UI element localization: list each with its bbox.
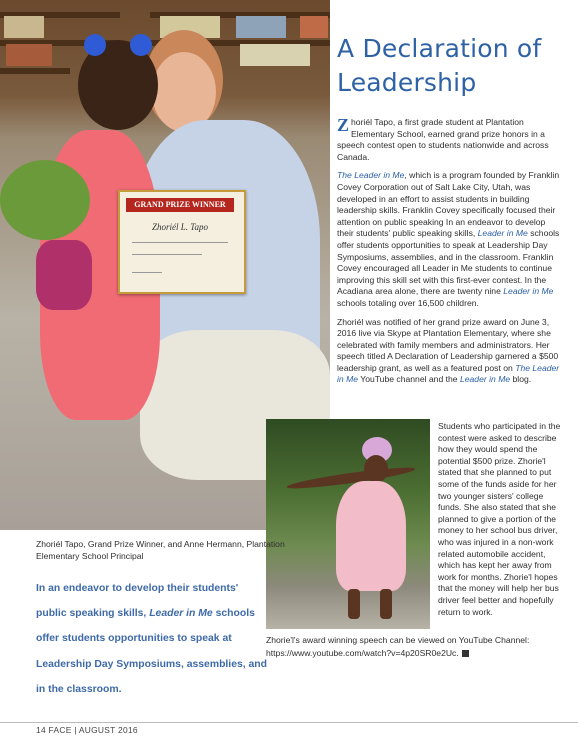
books [236, 16, 286, 38]
end-mark-icon [462, 650, 469, 657]
photo-caption: Zhoriél Tapo, Grand Prize Winner, and Anne Hermann, Plantation Elementary School Principal [36, 539, 285, 561]
girl-leg [348, 589, 360, 619]
pink-dress [336, 481, 406, 591]
vase [36, 240, 92, 310]
prize-plans-paragraph: Students who participated in the contest were asked to describe how they would spend the potential $500 prize. Zhorie'l stated that she planned to put some of the funds aside for her two younger sisters' college funds. She also stated that she planned to give a portion of the money to her school bus driver, who was injured in a non-work related automobile accident, which has kept her away from work for months. Zhorie'l hopes that the money will help her bus driver feel better and hopefully return to work. [438, 421, 561, 617]
flower-bouquet [0, 160, 90, 240]
books [300, 16, 328, 38]
hair-bow [84, 34, 106, 56]
books [240, 44, 310, 66]
certificate-line [132, 242, 228, 243]
books [6, 44, 52, 66]
youtube-note [266, 634, 566, 659]
youtube-link[interactable]: Zhorie'l's award winning speech can be viewed on YouTube Channel: https://www.youtube.com/watch?v=4p20SR0e2Uc. [266, 635, 530, 658]
certificate-line [132, 254, 202, 255]
certificate [118, 190, 246, 294]
girl-leg [380, 589, 392, 619]
pull-quote: In an endeavor to develop their students' public speaking skills, Leader in Me schools offer students opportunities to speak at Leadership Day Symposiums, assemblies, and in the classroom. [36, 583, 267, 695]
drop-cap: Z [337, 115, 350, 135]
article-body [337, 117, 563, 393]
award-paragraph: Zhoriél was notified of her grand prize award on June 3, 2016 live via Skype at Plantation Elementary, where she celebrated with family members and administrators. Her speech titled A Declaration of Leadership garnered a $500 leadership grant, as well as a featured post on The Leader in Me YouTube channel and the Leader in Me blog. [337, 316, 560, 385]
girl-dancing-photo [266, 419, 430, 629]
books [4, 16, 44, 38]
intro-paragraph: Zhoriél Tapo, a first grade student at Plantation Elementary School, earned grand prize honors in a speech contest open to students nationwide and across Canada. [337, 115, 549, 162]
footer-rule [0, 722, 578, 723]
certificate-signature [132, 272, 162, 273]
certificate-name: Zhoriél L. Tapo [152, 222, 208, 232]
page-footer: 14 FACE | AUGUST 2016 [36, 725, 138, 735]
hair-bow [130, 34, 152, 56]
article-title: A Declaration of Leadership [337, 34, 542, 97]
program-paragraph: The Leader in Me, which is a program founded by Franklin Covey Corporation out of Salt Lake City, Utah, was developed in an effort to assist students in building leadership skills. Franklin Covey specifically focused their attention on public speaking In an endeavor to develop their students' public speaking skills, Leader in Me schools offer students opportunities to speak at Leadership Day Symposiums, assemblies, and in the classroom. Franklin Covey encouraged all Leader in Me students to continue improving this skill set with this first-ever contest. In the Acadiana area alone, there are twenty nine Leader in Me schools totaling over 16,500 children. [337, 170, 560, 308]
certificate-heading: GRAND PRIZE WINNER [126, 198, 234, 212]
bookshelf [0, 68, 70, 74]
